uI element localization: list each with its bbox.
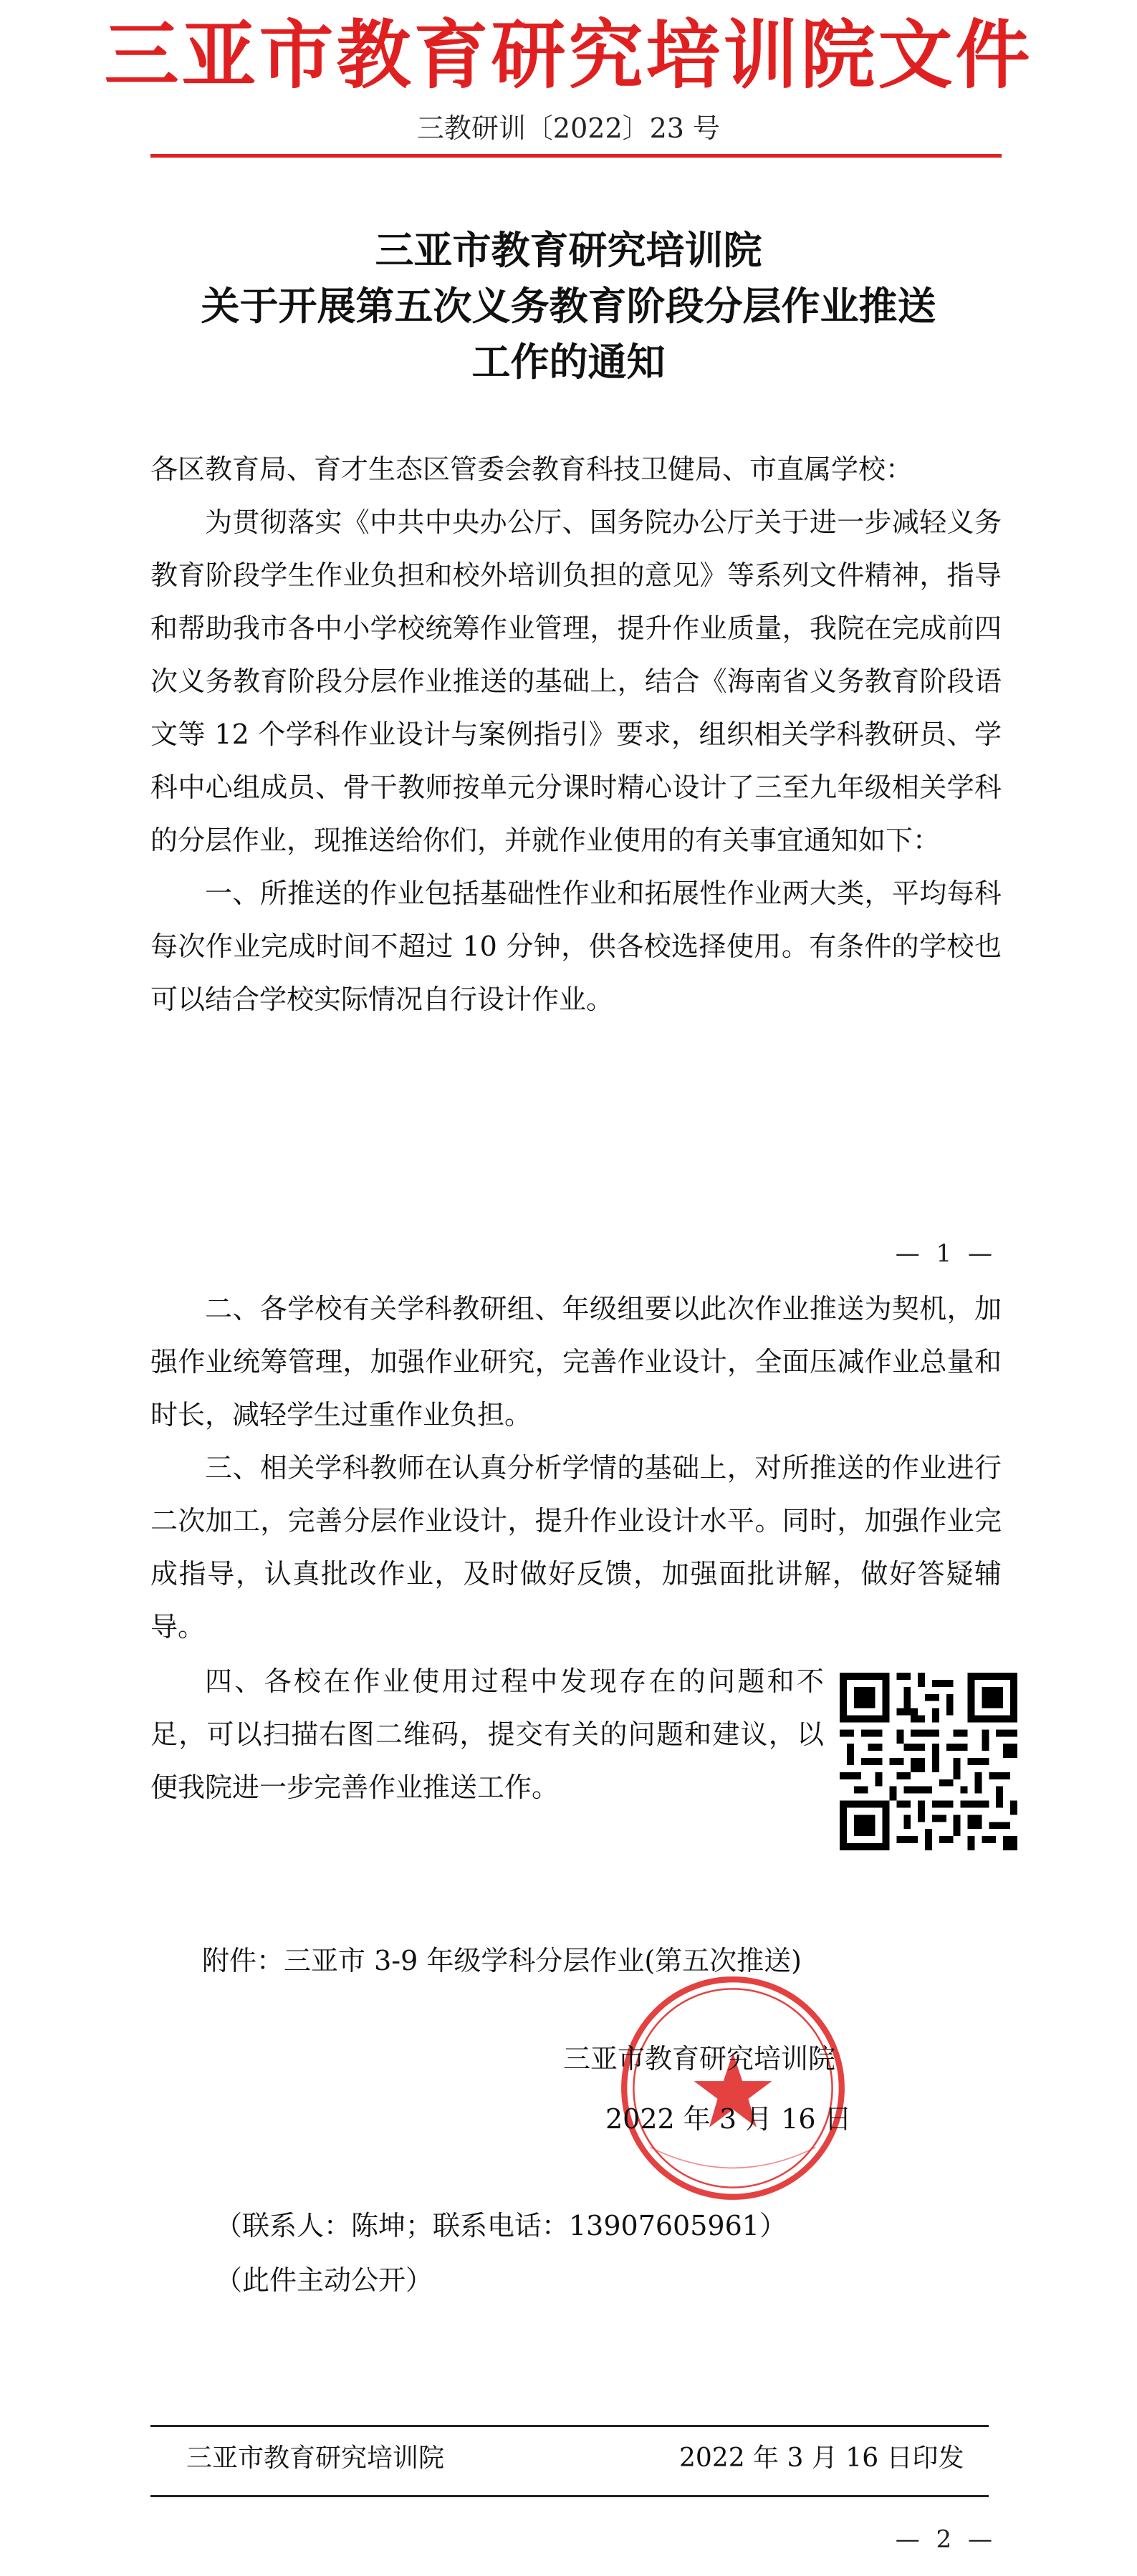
qr-code-icon[interactable] [840, 1673, 1017, 1850]
footer-print-date: 2022 年 3 月 16 日印发 [679, 2443, 964, 2473]
paragraph-2: 一、所推送的作业包括基础性作业和拓展性作业两大类，平均每科每次作业完成时间不超过 10 分钟，供各校选择使用。有条件的学校也可以结合学校实际情况自行设计作业。 [150, 878, 1002, 1015]
paragraph-4: 三、相关学科教师在认真分析学情的基础上，对所推送的作业进行二次加工，完善分层作业设计，提升作业设计水平。同时，加强作业完成指导，认真批改作业，及时做好反馈，加强面批讲解，做好答疑辅导。 [150, 1452, 1002, 1643]
page2-body [150, 1282, 1002, 1653]
page-number-1: — 1 — [895, 1239, 997, 1268]
header-red-rule [150, 154, 1002, 158]
notice-title-line-2: 关于开展第五次义务教育阶段分层作业推送 [201, 283, 936, 329]
footer-organization: 三亚市教育研究培训院 [186, 2443, 445, 2473]
page-number-2: — 2 — [895, 2525, 997, 2554]
paragraph-1: 为贯彻落实《中共中央办公厅、国务院办公厅关于进一步减轻义务教育阶段学生作业负担和校外培训负担的意见》等系列文件精神，指导和帮助我市各中小学校统筹作业管理，提升作业质量，我院在完成前四次义务教育阶段分层作业推送的基础上，结合《海南省义务教育阶段语文等 12 个学科作业设计与案例指引》要求，组织相关学科教研员、学科中心组成员、骨干教师按单元分课时精心设计了三至九年级相关学科的分层作业，现推送给你们，并就作业使用的有关事宜通知如下： [150, 506, 1002, 856]
paragraph-5-block [150, 1655, 824, 1814]
document-number: 三教研训〔2022〕23 号 [416, 112, 721, 144]
signature-date: 2022 年 3 月 16 日 [605, 2103, 852, 2135]
salutation: 各区教育局、育才生态区管委会教育科技卫健局、市直属学校： [150, 453, 913, 485]
paragraph-3: 二、各学校有关学科教研组、年级组要以此次作业推送为契机，加强作业统筹管理，加强作业研究，完善作业设计，全面压减作业总量和时长，减轻学生过重作业负担。 [150, 1293, 1002, 1431]
footer-top-rule [150, 2425, 989, 2427]
disclosure-note: （此件主动公开） [215, 2264, 433, 2296]
document-header-title: 三亚市教育研究培训院文件 [104, 11, 1033, 99]
contact-info: （联系人：陈坤；联系电话：13907605961） [215, 2210, 787, 2241]
notice-title-line-3: 工作的通知 [471, 339, 666, 385]
notice-title-line-1: 三亚市教育研究培训院 [375, 227, 762, 273]
footer-bottom-rule [150, 2495, 989, 2497]
notice-title [0, 222, 1137, 390]
page1-body [150, 443, 1002, 1026]
attachment-line: 附件：三亚市 3-9 年级学科分层作业(第五次推送) [202, 1945, 802, 1976]
official-seal-icon [615, 1970, 851, 2206]
signature-organization: 三亚市教育研究培训院 [563, 2043, 836, 2075]
paragraph-5: 四、各校在作业使用过程中发现存在的问题和不足，可以扫描右图二维码，提交有关的问题和建议，以便我院进一步完善作业推送工作。 [150, 1666, 824, 1803]
